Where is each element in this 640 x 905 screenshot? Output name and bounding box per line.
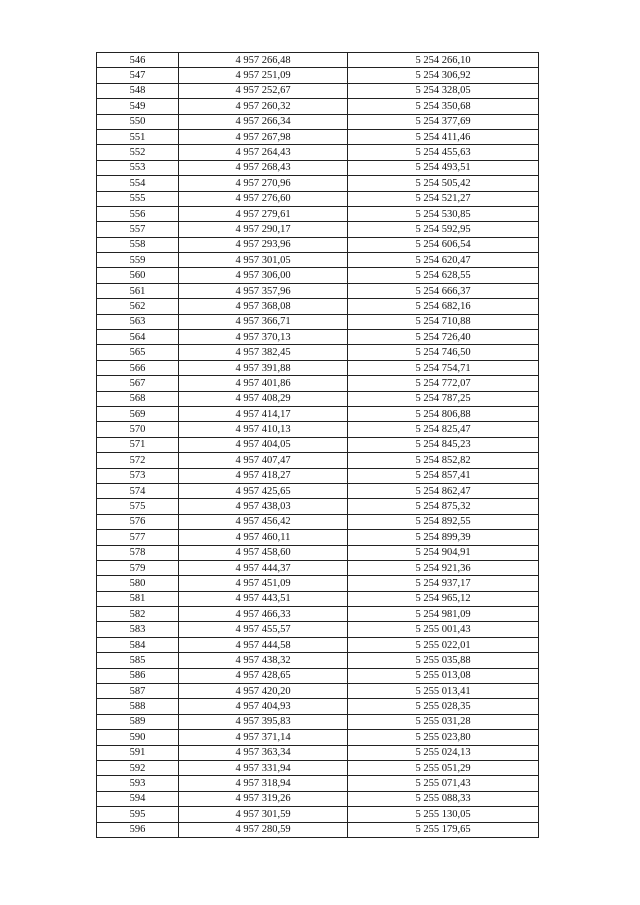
point-number-cell: 549 xyxy=(97,99,179,114)
table-row xyxy=(97,83,539,98)
point-number-cell: 576 xyxy=(97,514,179,529)
y-coordinate-cell: 5 254 904,91 xyxy=(348,545,539,560)
x-coordinate-cell: 4 957 276,60 xyxy=(179,191,348,206)
point-number-cell: 586 xyxy=(97,668,179,683)
point-number-cell: 585 xyxy=(97,653,179,668)
y-coordinate-cell: 5 255 028,35 xyxy=(348,699,539,714)
point-number-cell: 564 xyxy=(97,330,179,345)
y-coordinate-cell: 5 254 772,07 xyxy=(348,376,539,391)
x-coordinate-cell: 4 957 404,05 xyxy=(179,437,348,452)
table-row xyxy=(97,206,539,221)
table-row xyxy=(97,253,539,268)
y-coordinate-cell: 5 254 965,12 xyxy=(348,591,539,606)
point-number-cell: 571 xyxy=(97,437,179,452)
table-row xyxy=(97,160,539,175)
table-row xyxy=(97,237,539,252)
table-row xyxy=(97,745,539,760)
coordinates-table xyxy=(96,52,539,838)
y-coordinate-cell: 5 255 001,43 xyxy=(348,622,539,637)
y-coordinate-cell: 5 254 521,27 xyxy=(348,191,539,206)
y-coordinate-cell: 5 254 806,88 xyxy=(348,406,539,421)
x-coordinate-cell: 4 957 319,26 xyxy=(179,791,348,806)
x-coordinate-cell: 4 957 428,65 xyxy=(179,668,348,683)
table-row xyxy=(97,653,539,668)
x-coordinate-cell: 4 957 306,00 xyxy=(179,268,348,283)
x-coordinate-cell: 4 957 407,47 xyxy=(179,453,348,468)
x-coordinate-cell: 4 957 318,94 xyxy=(179,776,348,791)
y-coordinate-cell: 5 254 857,41 xyxy=(348,468,539,483)
y-coordinate-cell: 5 254 606,54 xyxy=(348,237,539,252)
table-row xyxy=(97,607,539,622)
table-row xyxy=(97,822,539,837)
point-number-cell: 579 xyxy=(97,560,179,575)
y-coordinate-cell: 5 254 266,10 xyxy=(348,53,539,68)
y-coordinate-cell: 5 254 682,16 xyxy=(348,299,539,314)
table-row xyxy=(97,391,539,406)
y-coordinate-cell: 5 255 035,88 xyxy=(348,653,539,668)
x-coordinate-cell: 4 957 266,48 xyxy=(179,53,348,68)
table-row xyxy=(97,53,539,68)
coordinates-table-body xyxy=(97,53,539,838)
x-coordinate-cell: 4 957 425,65 xyxy=(179,483,348,498)
table-row xyxy=(97,668,539,683)
y-coordinate-cell: 5 254 981,09 xyxy=(348,607,539,622)
point-number-cell: 592 xyxy=(97,760,179,775)
x-coordinate-cell: 4 957 251,09 xyxy=(179,68,348,83)
y-coordinate-cell: 5 254 921,36 xyxy=(348,560,539,575)
y-coordinate-cell: 5 254 937,17 xyxy=(348,576,539,591)
table-row xyxy=(97,99,539,114)
table-row xyxy=(97,345,539,360)
x-coordinate-cell: 4 957 444,37 xyxy=(179,560,348,575)
y-coordinate-cell: 5 254 628,55 xyxy=(348,268,539,283)
point-number-cell: 551 xyxy=(97,129,179,144)
point-number-cell: 590 xyxy=(97,730,179,745)
point-number-cell: 591 xyxy=(97,745,179,760)
x-coordinate-cell: 4 957 301,05 xyxy=(179,253,348,268)
point-number-cell: 580 xyxy=(97,576,179,591)
point-number-cell: 581 xyxy=(97,591,179,606)
table-row xyxy=(97,422,539,437)
table-row xyxy=(97,776,539,791)
y-coordinate-cell: 5 255 051,29 xyxy=(348,760,539,775)
y-coordinate-cell: 5 254 620,47 xyxy=(348,253,539,268)
point-number-cell: 558 xyxy=(97,237,179,252)
x-coordinate-cell: 4 957 252,67 xyxy=(179,83,348,98)
x-coordinate-cell: 4 957 293,96 xyxy=(179,237,348,252)
point-number-cell: 553 xyxy=(97,160,179,175)
x-coordinate-cell: 4 957 395,83 xyxy=(179,714,348,729)
x-coordinate-cell: 4 957 371,14 xyxy=(179,730,348,745)
y-coordinate-cell: 5 254 666,37 xyxy=(348,283,539,298)
point-number-cell: 593 xyxy=(97,776,179,791)
x-coordinate-cell: 4 957 460,11 xyxy=(179,530,348,545)
y-coordinate-cell: 5 254 899,39 xyxy=(348,530,539,545)
point-number-cell: 560 xyxy=(97,268,179,283)
table-row xyxy=(97,314,539,329)
point-number-cell: 570 xyxy=(97,422,179,437)
y-coordinate-cell: 5 255 023,80 xyxy=(348,730,539,745)
table-row xyxy=(97,530,539,545)
x-coordinate-cell: 4 957 414,17 xyxy=(179,406,348,421)
y-coordinate-cell: 5 255 013,41 xyxy=(348,684,539,699)
x-coordinate-cell: 4 957 444,58 xyxy=(179,637,348,652)
table-row xyxy=(97,129,539,144)
point-number-cell: 589 xyxy=(97,714,179,729)
x-coordinate-cell: 4 957 455,57 xyxy=(179,622,348,637)
table-row xyxy=(97,560,539,575)
x-coordinate-cell: 4 957 290,17 xyxy=(179,222,348,237)
point-number-cell: 578 xyxy=(97,545,179,560)
point-number-cell: 548 xyxy=(97,83,179,98)
x-coordinate-cell: 4 957 267,98 xyxy=(179,129,348,144)
point-number-cell: 565 xyxy=(97,345,179,360)
point-number-cell: 575 xyxy=(97,499,179,514)
x-coordinate-cell: 4 957 458,60 xyxy=(179,545,348,560)
point-number-cell: 572 xyxy=(97,453,179,468)
table-row xyxy=(97,437,539,452)
x-coordinate-cell: 4 957 368,08 xyxy=(179,299,348,314)
table-row xyxy=(97,453,539,468)
x-coordinate-cell: 4 957 401,86 xyxy=(179,376,348,391)
table-row xyxy=(97,114,539,129)
point-number-cell: 557 xyxy=(97,222,179,237)
x-coordinate-cell: 4 957 466,33 xyxy=(179,607,348,622)
y-coordinate-cell: 5 254 530,85 xyxy=(348,206,539,221)
table-row xyxy=(97,268,539,283)
x-coordinate-cell: 4 957 408,29 xyxy=(179,391,348,406)
x-coordinate-cell: 4 957 301,59 xyxy=(179,807,348,822)
point-number-cell: 595 xyxy=(97,807,179,822)
x-coordinate-cell: 4 957 363,34 xyxy=(179,745,348,760)
y-coordinate-cell: 5 255 022,01 xyxy=(348,637,539,652)
x-coordinate-cell: 4 957 456,42 xyxy=(179,514,348,529)
y-coordinate-cell: 5 254 411,46 xyxy=(348,129,539,144)
table-row xyxy=(97,191,539,206)
table-row xyxy=(97,145,539,160)
point-number-cell: 582 xyxy=(97,607,179,622)
point-number-cell: 573 xyxy=(97,468,179,483)
point-number-cell: 583 xyxy=(97,622,179,637)
table-row xyxy=(97,791,539,806)
x-coordinate-cell: 4 957 410,13 xyxy=(179,422,348,437)
point-number-cell: 584 xyxy=(97,637,179,652)
y-coordinate-cell: 5 254 493,51 xyxy=(348,160,539,175)
point-number-cell: 546 xyxy=(97,53,179,68)
table-row xyxy=(97,68,539,83)
table-row xyxy=(97,637,539,652)
x-coordinate-cell: 4 957 438,32 xyxy=(179,653,348,668)
table-row xyxy=(97,376,539,391)
x-coordinate-cell: 4 957 270,96 xyxy=(179,176,348,191)
x-coordinate-cell: 4 957 404,93 xyxy=(179,699,348,714)
y-coordinate-cell: 5 255 130,05 xyxy=(348,807,539,822)
x-coordinate-cell: 4 957 438,03 xyxy=(179,499,348,514)
point-number-cell: 594 xyxy=(97,791,179,806)
y-coordinate-cell: 5 254 852,82 xyxy=(348,453,539,468)
table-row xyxy=(97,330,539,345)
point-number-cell: 569 xyxy=(97,406,179,421)
x-coordinate-cell: 4 957 370,13 xyxy=(179,330,348,345)
table-row xyxy=(97,360,539,375)
table-row xyxy=(97,483,539,498)
point-number-cell: 562 xyxy=(97,299,179,314)
x-coordinate-cell: 4 957 418,27 xyxy=(179,468,348,483)
x-coordinate-cell: 4 957 331,94 xyxy=(179,760,348,775)
table-row xyxy=(97,545,539,560)
table-row xyxy=(97,807,539,822)
point-number-cell: 561 xyxy=(97,283,179,298)
y-coordinate-cell: 5 255 024,13 xyxy=(348,745,539,760)
y-coordinate-cell: 5 254 455,63 xyxy=(348,145,539,160)
x-coordinate-cell: 4 957 420,20 xyxy=(179,684,348,699)
y-coordinate-cell: 5 254 875,32 xyxy=(348,499,539,514)
point-number-cell: 568 xyxy=(97,391,179,406)
table-row xyxy=(97,468,539,483)
y-coordinate-cell: 5 254 892,55 xyxy=(348,514,539,529)
table-row xyxy=(97,760,539,775)
x-coordinate-cell: 4 957 451,09 xyxy=(179,576,348,591)
x-coordinate-cell: 4 957 391,88 xyxy=(179,360,348,375)
point-number-cell: 550 xyxy=(97,114,179,129)
y-coordinate-cell: 5 254 845,23 xyxy=(348,437,539,452)
table-row xyxy=(97,591,539,606)
table-row xyxy=(97,699,539,714)
point-number-cell: 556 xyxy=(97,206,179,221)
table-row xyxy=(97,514,539,529)
y-coordinate-cell: 5 254 306,92 xyxy=(348,68,539,83)
point-number-cell: 563 xyxy=(97,314,179,329)
y-coordinate-cell: 5 254 726,40 xyxy=(348,330,539,345)
y-coordinate-cell: 5 254 862,47 xyxy=(348,483,539,498)
table-row xyxy=(97,499,539,514)
table-row xyxy=(97,406,539,421)
table-row xyxy=(97,622,539,637)
y-coordinate-cell: 5 254 746,50 xyxy=(348,345,539,360)
y-coordinate-cell: 5 255 031,28 xyxy=(348,714,539,729)
table-row xyxy=(97,299,539,314)
y-coordinate-cell: 5 255 071,43 xyxy=(348,776,539,791)
y-coordinate-cell: 5 254 825,47 xyxy=(348,422,539,437)
point-number-cell: 555 xyxy=(97,191,179,206)
point-number-cell: 567 xyxy=(97,376,179,391)
point-number-cell: 574 xyxy=(97,483,179,498)
point-number-cell: 577 xyxy=(97,530,179,545)
point-number-cell: 588 xyxy=(97,699,179,714)
y-coordinate-cell: 5 254 328,05 xyxy=(348,83,539,98)
table-row xyxy=(97,283,539,298)
point-number-cell: 559 xyxy=(97,253,179,268)
table-row xyxy=(97,576,539,591)
y-coordinate-cell: 5 254 350,68 xyxy=(348,99,539,114)
y-coordinate-cell: 5 254 787,25 xyxy=(348,391,539,406)
table-row xyxy=(97,222,539,237)
x-coordinate-cell: 4 957 366,71 xyxy=(179,314,348,329)
x-coordinate-cell: 4 957 382,45 xyxy=(179,345,348,360)
point-number-cell: 547 xyxy=(97,68,179,83)
x-coordinate-cell: 4 957 280,59 xyxy=(179,822,348,837)
y-coordinate-cell: 5 254 377,69 xyxy=(348,114,539,129)
y-coordinate-cell: 5 254 505,42 xyxy=(348,176,539,191)
x-coordinate-cell: 4 957 264,43 xyxy=(179,145,348,160)
table-row xyxy=(97,176,539,191)
x-coordinate-cell: 4 957 260,32 xyxy=(179,99,348,114)
y-coordinate-cell: 5 255 088,33 xyxy=(348,791,539,806)
y-coordinate-cell: 5 254 592,95 xyxy=(348,222,539,237)
y-coordinate-cell: 5 255 179,65 xyxy=(348,822,539,837)
table-row xyxy=(97,730,539,745)
point-number-cell: 552 xyxy=(97,145,179,160)
table-row xyxy=(97,714,539,729)
y-coordinate-cell: 5 255 013,08 xyxy=(348,668,539,683)
point-number-cell: 596 xyxy=(97,822,179,837)
x-coordinate-cell: 4 957 268,43 xyxy=(179,160,348,175)
point-number-cell: 587 xyxy=(97,684,179,699)
table-row xyxy=(97,684,539,699)
point-number-cell: 554 xyxy=(97,176,179,191)
y-coordinate-cell: 5 254 710,88 xyxy=(348,314,539,329)
point-number-cell: 566 xyxy=(97,360,179,375)
x-coordinate-cell: 4 957 279,61 xyxy=(179,206,348,221)
x-coordinate-cell: 4 957 266,34 xyxy=(179,114,348,129)
x-coordinate-cell: 4 957 357,96 xyxy=(179,283,348,298)
y-coordinate-cell: 5 254 754,71 xyxy=(348,360,539,375)
x-coordinate-cell: 4 957 443,51 xyxy=(179,591,348,606)
